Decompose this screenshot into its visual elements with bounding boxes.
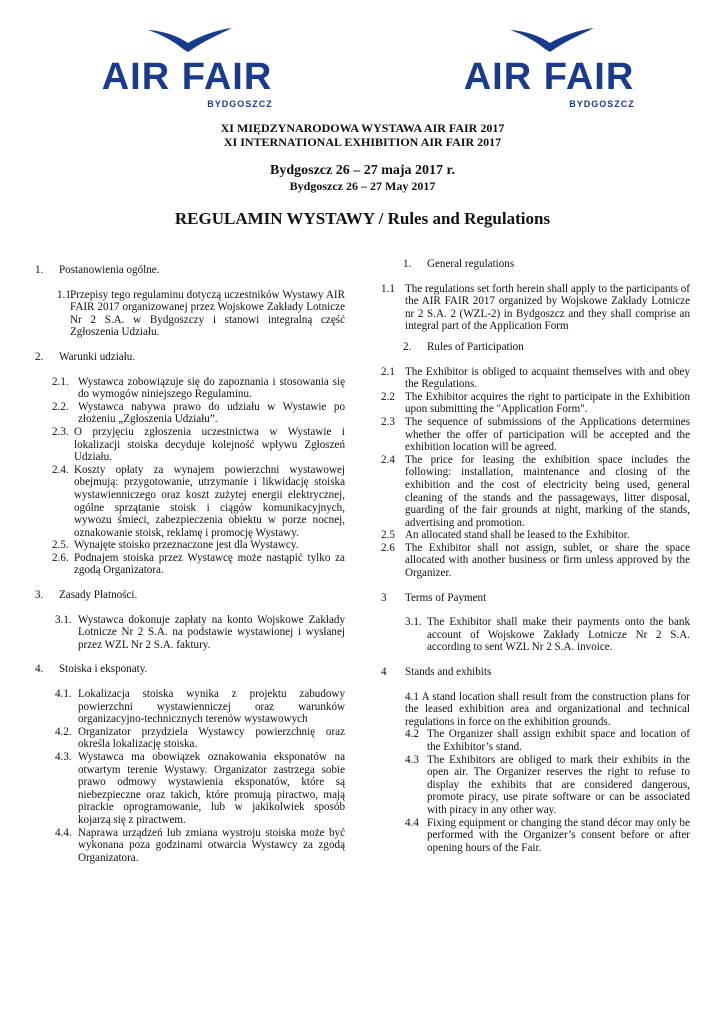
section-title: Warunki udziału. [59, 350, 136, 363]
section-heading [381, 666, 690, 679]
clause-text: Wynajęte stoisko przeznaczone jest dla Wystawcy. [74, 539, 299, 552]
english-column [381, 258, 690, 854]
clause-number: 4.3 [405, 753, 419, 766]
section-title: Zasady Płatności. [59, 589, 138, 602]
clause-number: 4.2. [55, 725, 72, 738]
air-fair-logo-graphic [462, 26, 637, 112]
clause-text: Naprawa urządzeń lub zmiana wystroju stoiska może być wykonana poza godzinami otwarcia Wystawcy za zgodą Organizatora. [78, 826, 345, 864]
clause-number: 2.2. [52, 400, 69, 413]
air-fair-logo-right [462, 26, 637, 112]
event-date-en: Bydgoszcz 26 – 27 May 2017 [289, 179, 436, 193]
clause-number: 1.1 [381, 282, 395, 295]
logo-brand-text: AIR FAIR [463, 56, 635, 98]
section-heading [381, 592, 690, 605]
clause [35, 552, 345, 577]
clause-number: 2.1. [52, 375, 69, 388]
polish-column [35, 258, 345, 864]
clause [35, 401, 345, 426]
section-title: Stoiska i eksponaty. [59, 663, 148, 676]
clause-text: Wystawca nabywa prawo do udziału w Wystawie po złożeniu „Zgłoszenia Udziału”. [78, 400, 345, 426]
clause-text: The Organizer shall assign exhibit space and location of the Exhibitor’s stand. [427, 728, 690, 753]
section-number: 1. [403, 258, 412, 270]
section-title: Terms of Payment [405, 591, 487, 604]
clause [35, 726, 345, 751]
clause-number: 2.6 [381, 541, 395, 554]
section-title: Rules of Participation [427, 340, 524, 353]
clause [35, 376, 345, 401]
clause-text: O przyjęciu zgłoszenia uczestnictwa w Wystawie i lokalizacji stoiska decyduje kolejność wpływu Zgłoszeń Udziału. [74, 425, 345, 464]
document-title: REGULAMIN WYSTAWY / Rules and Regulations [174, 209, 551, 228]
clause-number: 2.4. [52, 463, 69, 476]
section-title: General regulations [427, 258, 515, 270]
clause-text: The price for leasing the exhibition space includes the following: installation, maintenance and closing of the exhibition and the cost of electricity being used, general cleaning of the stands and the passageways, litter disposal, guarding of the fair grounds at night, marking of the stands, advertising and promotion. [405, 453, 690, 529]
clause [381, 529, 690, 542]
section-number: 2. [403, 340, 412, 353]
clause-number: 2.2 [381, 390, 395, 403]
clause-number: 4.3. [55, 751, 72, 763]
clause-text: The Exhibitor shall not assign, sublet, or share the space allocated with another business or firm unless approved by the Organizer. [405, 541, 690, 580]
clause-text: The Exhibitor is obliged to acquaint themselves with and obey the Regulations. [405, 365, 690, 391]
clause [35, 751, 345, 827]
clause [35, 289, 345, 339]
air-fair-logo-graphic [100, 26, 275, 112]
clause [381, 454, 690, 530]
clause-text: Wystawca ma obowiązek oznakowania eksponatów na otwartym terenie Wystawy. Organizator zastrzega sobie prawo odmowy wystawienia eksponatów, które są niebezpieczne oraz takich, które promują piractwo, mają pirackie oprogramowanie, lub w jakikolwiek sposób kojarzą się z piractwem. [78, 751, 345, 826]
clause-text: The Exhibitors are obliged to mark their exhibits in the open air. The Organizer reserves the right to refuse to display the exhibits that are considered dangerous, promote piracy, use pirate software or can be associated with piracy in any other way. [427, 753, 690, 816]
clause [381, 366, 690, 391]
section-heading [35, 351, 345, 364]
clause [381, 817, 690, 855]
clause-text: Wystawca dokonuje zapłaty na konto Wojskowe Zakłady Lotnicze Nr 2 S.A. na podstawie wystawionej i wysłanej przez WZL Nr 2 S.A. faktury. [78, 613, 345, 651]
clause-number: 2.5 [381, 529, 395, 542]
section-number: 2. [35, 350, 44, 363]
section-number: 4. [35, 663, 44, 676]
clause-number: 4.2 [405, 728, 419, 741]
clause-number: 3.1. [405, 616, 422, 629]
section-number: 3. [35, 589, 44, 602]
clause [381, 391, 690, 416]
clause [35, 464, 345, 540]
clause-number: 2.5. [52, 539, 69, 552]
clause [35, 827, 345, 865]
clause-text: The regulations set forth herein shall apply to the participants of the AIR FAIR 2017 organized by Wojskowe Zakłady Lotnicze nr 2 S.A. 2 (WZL-2) in Bydgoszcz and they shall comprise an integral part of the Application Form [405, 282, 690, 333]
section-heading [381, 341, 690, 354]
clause-number: 4.1. [55, 688, 72, 701]
clause-text: An allocated stand shall be leased to the Exhibitor. [405, 529, 630, 542]
clause-number: 2.6. [52, 551, 69, 564]
event-date-pl: Bydgoszcz 26 – 27 maja 2017 r. [270, 163, 455, 178]
clause [35, 614, 345, 652]
clause [35, 426, 345, 464]
clause-text: Koszty opłaty za wynajem powierzchni wystawowej obejmują: przygotowanie, utrzymanie i likwidację stoiska wystawienniczego oraz koszt zużytej energii elektrycznej, ogólne sprzątanie stoisk i ciągów komunikacyjnych, wywozu śmieci, zabezpieczenia obiektu w porze nocnej, oznakowanie stoisk, reklamę i promocję Wystawy. [74, 463, 345, 539]
clause-number: 2.3 [381, 415, 395, 428]
section-title: Stands and exhibits [405, 666, 492, 679]
clause-number: 2.3. [52, 425, 69, 438]
clause-text: Lokalizacja stoiska wynika z projektu zabudowy powierzchni wystawienniczej oraz warunków organizacyjno-technicznych terenów wystawowych [78, 688, 345, 726]
exhibition-title-en: XI INTERNATIONAL EXHIBITION AIR FAIR 2017 [223, 135, 502, 149]
logo-city-text: BYDGOSZCZ [569, 99, 635, 109]
clause-text: Przepisy tego regulaminu dotyczą uczestników Wystawy AIR FAIR 2017 organizowanej przez Wojskowe Zakłady Lotnicze Nr 2 S.A. w Bydgoszczy i stanowi integralną część Zgłoszenia Udziału. [70, 288, 345, 339]
section-heading [381, 258, 690, 271]
clause-number: 3.1. [55, 613, 72, 626]
section-number: 1. [35, 264, 44, 276]
logo-city-text: BYDGOSZCZ [207, 99, 273, 109]
exhibition-title-pl: XI MIĘDZYNARODOWA WYSTAWA AIR FAIR 2017 [220, 121, 505, 135]
clause-number: 2.1 [381, 365, 395, 378]
clause-text: Wystawca zobowiązuje się do zapoznania i stosowania się do wymogów niniejszego Regulaminu. [78, 375, 345, 401]
section-number: 4 [381, 666, 387, 679]
clause-text: The Exhibitor shall make their payments onto the bank account of Wojskowe Zakłady Lotnicze Nr 2 S.A. according to sent WZL Nr 2 S.A. invoice. [427, 616, 690, 654]
logo-brand-text: AIR FAIR [101, 56, 273, 98]
clause-text: Fixing equipment or changing the stand décor may only be performed with the Organizer’s consent before or after opening hours of the Fair. [427, 816, 690, 854]
section-heading [35, 264, 345, 277]
clause-text: Podnajem stoiska przez Wystawcę może nastąpić tylko za zgodą Organizatora. [74, 551, 345, 577]
clause-text: The Exhibitor acquires the right to participate in the Exhibition upon submitting the "Application Form". [405, 390, 690, 416]
clause [381, 616, 690, 654]
clause-number: 2.4 [381, 453, 395, 466]
clause [35, 688, 345, 726]
clause [381, 728, 690, 753]
clause [381, 283, 690, 333]
clause-text: 4.1 A stand location shall result from the construction plans for the leased exhibition area and organizational and technical regulations in force on the exhibition grounds. [405, 690, 690, 728]
clause [381, 542, 690, 580]
section-number: 3 [381, 591, 387, 604]
section-title: Postanowienia ogólne. [59, 264, 160, 276]
clause-text: Organizator przydziela Wystawcy powierzchnię oraz określa lokalizację stoiska. [78, 725, 345, 751]
clause [381, 691, 690, 729]
section-heading [35, 589, 345, 602]
clause-text: The sequence of submissions of the Applications determines whether the offer of participation will be accepted and the exhibition location will be agreed. [405, 415, 690, 454]
clause [35, 539, 345, 552]
air-fair-logo-left [100, 26, 275, 112]
clause-number: 4.4 [405, 816, 419, 829]
section-heading [35, 663, 345, 676]
clause-number: 1.1. [57, 288, 74, 301]
clause [381, 754, 690, 817]
clause [381, 416, 690, 454]
clause-number: 4.4. [55, 826, 72, 839]
